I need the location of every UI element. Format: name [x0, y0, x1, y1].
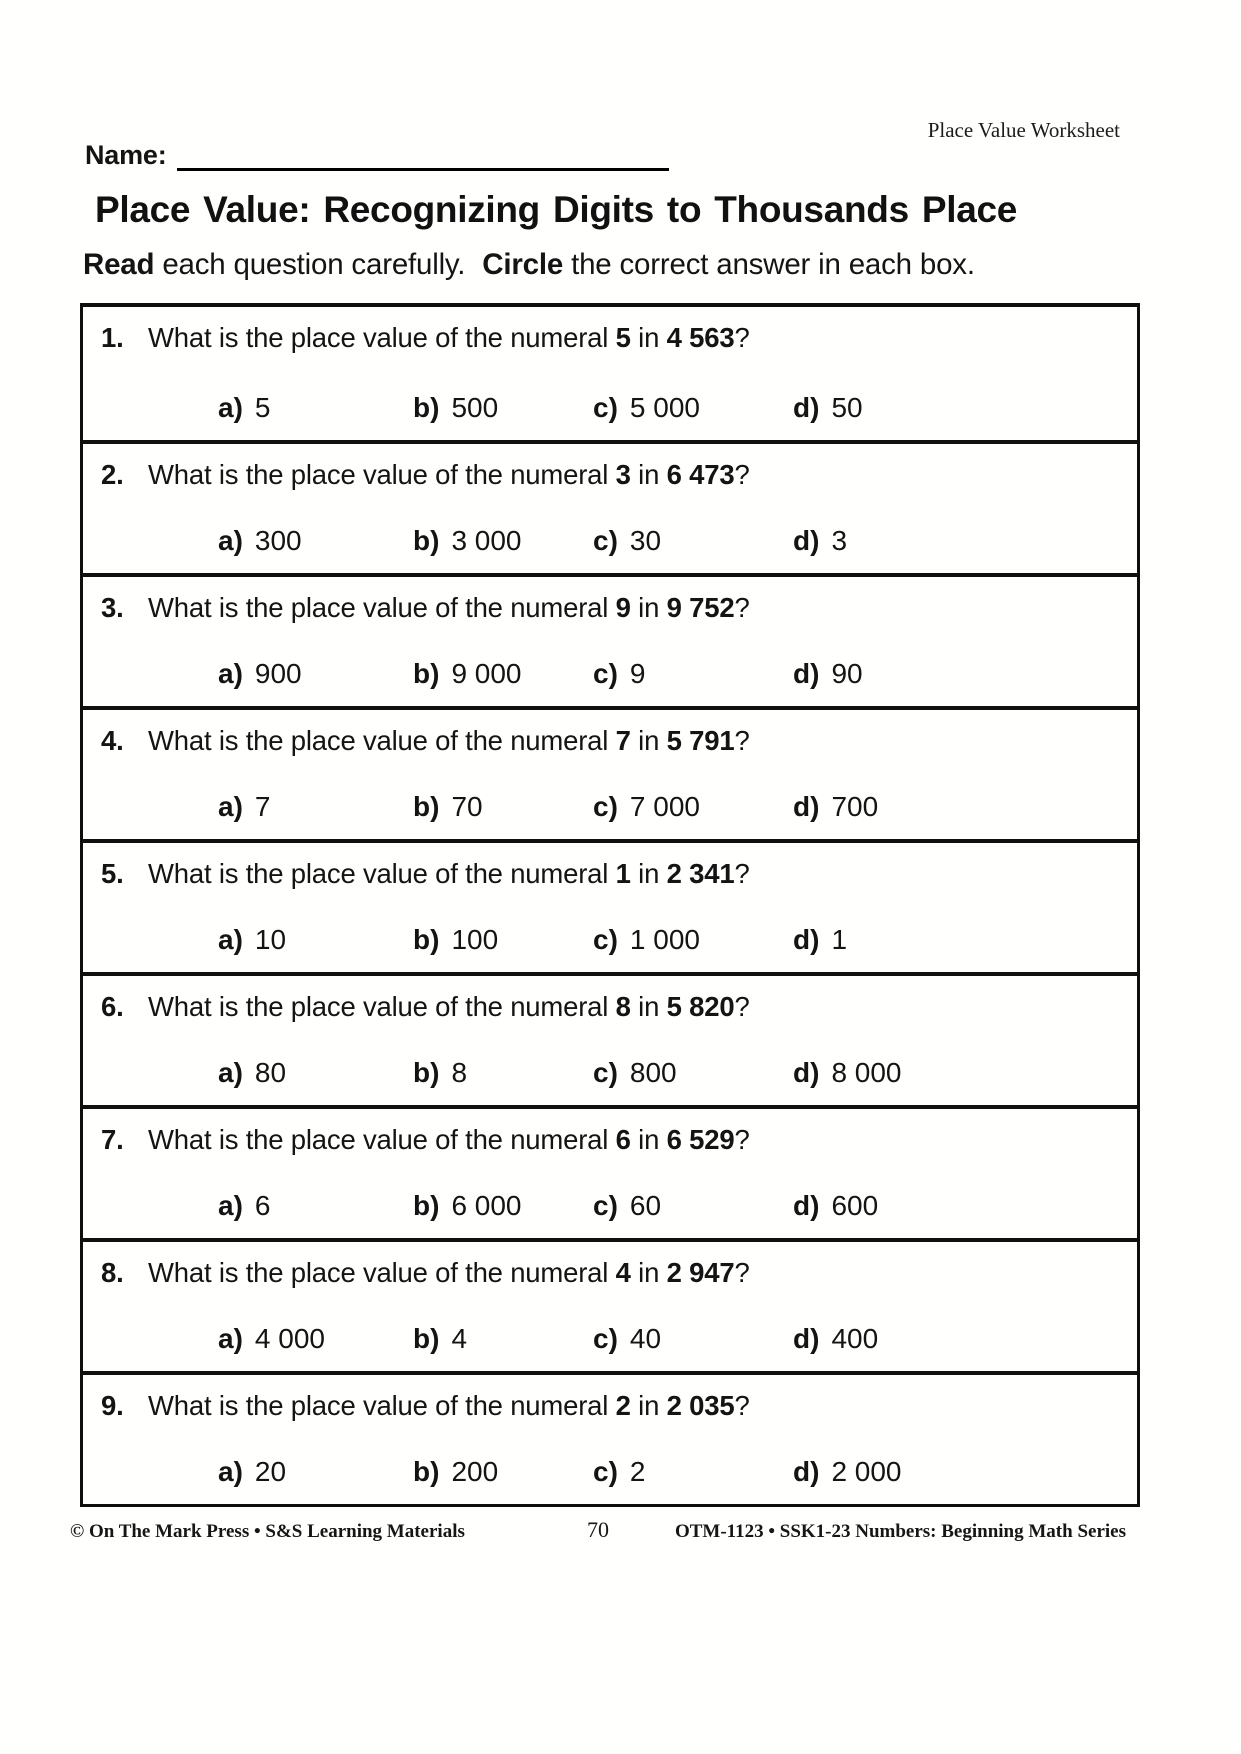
- option-a-value: 20: [254, 1455, 287, 1487]
- option-b: [413, 525, 593, 557]
- option-b: [413, 791, 593, 823]
- option-a: [218, 1456, 413, 1488]
- option-c-letter: c): [593, 923, 618, 955]
- question-digit: 1: [615, 857, 631, 889]
- option-d-letter: d): [793, 790, 820, 822]
- question-prefix: What is the place value of the numeral: [148, 1389, 616, 1421]
- option-c-letter: c): [593, 1455, 618, 1487]
- option-b-value: 100: [451, 923, 499, 955]
- option-b: [413, 1323, 593, 1355]
- options-row: [101, 1456, 1113, 1488]
- option-c-letter: c): [593, 790, 618, 822]
- question-digit: 4: [615, 1256, 631, 1288]
- options-row: [101, 1190, 1113, 1222]
- option-d-letter: d): [793, 1056, 820, 1088]
- option-a-letter: a): [218, 524, 243, 556]
- questions-table: [80, 303, 1140, 1507]
- question-digit: 8: [615, 990, 631, 1022]
- option-b-letter: b): [413, 1455, 440, 1487]
- option-b-value: 4: [451, 1322, 468, 1354]
- question-mark: ?: [734, 1256, 750, 1288]
- option-c-value: 800: [629, 1056, 677, 1088]
- options-row: [101, 791, 1113, 823]
- question-number: 9.: [101, 1389, 124, 1421]
- option-d-value: 3: [831, 524, 848, 556]
- question-numeral: 2 035: [666, 1389, 735, 1421]
- page-number: 70: [587, 1516, 609, 1542]
- question-in-word: in: [630, 990, 667, 1022]
- option-a-value: 4 000: [254, 1322, 325, 1354]
- question-number: 1.: [101, 321, 124, 353]
- question-text-line: [101, 1390, 1113, 1422]
- option-a: [218, 525, 413, 557]
- option-a-value: 80: [254, 1056, 287, 1088]
- question-numeral: 9 752: [666, 591, 735, 623]
- option-a: [218, 392, 413, 424]
- options-row: [101, 525, 1113, 557]
- option-a-letter: a): [218, 790, 243, 822]
- question-prefix: What is the place value of the numeral: [148, 1256, 616, 1288]
- options-row: [101, 924, 1113, 956]
- option-d: [793, 1057, 1113, 1089]
- question-row: [83, 839, 1137, 972]
- option-d: [793, 658, 1113, 690]
- option-d-letter: d): [793, 657, 820, 689]
- option-c: [593, 525, 793, 557]
- instructions: [83, 247, 1023, 283]
- option-a-value: 6: [254, 1189, 271, 1221]
- option-b-value: 500: [451, 391, 499, 423]
- option-c-value: 60: [629, 1189, 662, 1221]
- question-row: [83, 440, 1137, 573]
- question-number: 5.: [101, 857, 124, 889]
- option-b-letter: b): [413, 1322, 440, 1354]
- question-mark: ?: [734, 724, 750, 756]
- option-d-letter: d): [793, 923, 820, 955]
- question-text: [148, 322, 750, 354]
- option-a: [218, 1057, 413, 1089]
- question-number: 6.: [101, 990, 124, 1022]
- question-in-word: in: [630, 321, 667, 353]
- question-digit: 5: [615, 321, 631, 353]
- option-b-value: 6 000: [451, 1189, 522, 1221]
- option-a-value: 10: [254, 923, 287, 955]
- question-number: 7.: [101, 1123, 124, 1155]
- instruction-text-2: the correct answer in each box.: [563, 248, 975, 281]
- option-d-value: 2 000: [831, 1455, 902, 1487]
- question-text-line: [101, 725, 1113, 757]
- option-d: [793, 392, 1113, 424]
- option-a-value: 5: [254, 391, 271, 423]
- question-mark: ?: [734, 990, 750, 1022]
- option-a: [218, 791, 413, 823]
- question-row: [83, 1105, 1137, 1238]
- option-d-value: 8 000: [831, 1056, 902, 1088]
- question-prefix: What is the place value of the numeral: [148, 990, 616, 1022]
- question-digit: 3: [615, 458, 631, 490]
- question-text-line: [101, 459, 1113, 491]
- option-b-letter: b): [413, 524, 440, 556]
- question-mark: ?: [734, 458, 750, 490]
- option-d: [793, 1323, 1113, 1355]
- question-digit: 9: [615, 591, 631, 623]
- option-a-letter: a): [218, 1455, 243, 1487]
- option-b-value: 3 000: [451, 524, 522, 556]
- option-d-value: 400: [831, 1322, 879, 1354]
- options-row: [101, 658, 1113, 690]
- option-d: [793, 525, 1113, 557]
- option-d-value: 600: [831, 1189, 879, 1221]
- option-c-value: 30: [629, 524, 662, 556]
- option-c: [593, 1323, 793, 1355]
- question-text: [148, 592, 750, 624]
- question-row: [83, 972, 1137, 1105]
- option-d-value: 1: [831, 923, 848, 955]
- question-in-word: in: [630, 1256, 667, 1288]
- question-numeral: 2 947: [666, 1256, 735, 1288]
- option-c-value: 2: [629, 1455, 646, 1487]
- question-number: 2.: [101, 458, 124, 490]
- question-text: [148, 725, 750, 757]
- question-in-word: in: [630, 591, 667, 623]
- worksheet-type-label: Place Value Worksheet: [927, 118, 1120, 142]
- options-row: [101, 392, 1113, 424]
- option-a-letter: a): [218, 1189, 243, 1221]
- option-c: [593, 1190, 793, 1222]
- option-c: [593, 1456, 793, 1488]
- option-c-value: 1 000: [629, 923, 700, 955]
- question-text: [148, 991, 750, 1023]
- question-text-line: [101, 991, 1113, 1023]
- question-text-line: [101, 592, 1113, 624]
- question-mark: ?: [734, 321, 750, 353]
- option-a: [218, 924, 413, 956]
- option-a-letter: a): [218, 391, 243, 423]
- option-c-letter: c): [593, 524, 618, 556]
- instruction-circle-word: Circle: [482, 248, 564, 281]
- question-numeral: 6 473: [666, 458, 735, 490]
- question-prefix: What is the place value of the numeral: [148, 724, 616, 756]
- option-d-value: 90: [831, 657, 863, 689]
- options-row: [101, 1057, 1113, 1089]
- question-in-word: in: [630, 1123, 667, 1155]
- instruction-read-word: Read: [83, 248, 155, 281]
- question-in-word: in: [630, 857, 667, 889]
- option-d-letter: d): [793, 1322, 820, 1354]
- option-a-letter: a): [218, 923, 243, 955]
- question-text-line: [101, 1257, 1113, 1289]
- option-d: [793, 1456, 1113, 1488]
- option-c-letter: c): [593, 1189, 618, 1221]
- option-d-value: 50: [831, 391, 863, 423]
- option-b-value: 200: [451, 1455, 499, 1487]
- question-text-line: [101, 858, 1113, 890]
- question-text: [148, 858, 750, 890]
- option-a: [218, 1190, 413, 1222]
- option-c: [593, 392, 793, 424]
- question-numeral: 5 820: [666, 990, 735, 1022]
- option-b-letter: b): [413, 1056, 440, 1088]
- option-d: [793, 791, 1113, 823]
- option-a-value: 300: [254, 524, 302, 556]
- option-b: [413, 392, 593, 424]
- option-a-letter: a): [218, 1322, 243, 1354]
- question-prefix: What is the place value of the numeral: [148, 1123, 616, 1155]
- option-b-letter: b): [413, 657, 440, 689]
- question-text: [148, 459, 750, 491]
- option-b-letter: b): [413, 1189, 440, 1221]
- option-c: [593, 924, 793, 956]
- option-d-value: 700: [831, 790, 879, 822]
- question-prefix: What is the place value of the numeral: [148, 321, 616, 353]
- question-numeral: 2 341: [666, 857, 735, 889]
- option-b-value: 8: [451, 1056, 468, 1088]
- option-c-value: 7 000: [629, 790, 700, 822]
- series-code-text: OTM-1123 • SSK1-23 Numbers: Beginning Math Series: [674, 1520, 1126, 1542]
- question-prefix: What is the place value of the numeral: [148, 857, 616, 889]
- question-mark: ?: [734, 1389, 750, 1421]
- option-c-value: 9: [629, 657, 646, 689]
- question-in-word: in: [630, 458, 667, 490]
- option-d: [793, 924, 1113, 956]
- question-row: [83, 1238, 1137, 1371]
- name-row: [85, 140, 1241, 171]
- option-a: [218, 1323, 413, 1355]
- question-mark: ?: [734, 1123, 750, 1155]
- question-in-word: in: [630, 724, 667, 756]
- option-a: [218, 658, 413, 690]
- question-number: 3.: [101, 591, 124, 623]
- question-digit: 6: [615, 1123, 631, 1155]
- option-d-letter: d): [793, 1189, 820, 1221]
- option-a-value: 7: [254, 790, 271, 822]
- question-number: 8.: [101, 1256, 124, 1288]
- option-b: [413, 924, 593, 956]
- option-c: [593, 791, 793, 823]
- option-c: [593, 1057, 793, 1089]
- option-b-value: 9 000: [451, 657, 522, 689]
- option-d-letter: d): [793, 391, 820, 423]
- option-b: [413, 658, 593, 690]
- option-b-letter: b): [413, 391, 440, 423]
- option-d-letter: d): [793, 1455, 820, 1487]
- question-row: [83, 706, 1137, 839]
- question-prefix: What is the place value of the numeral: [148, 591, 616, 623]
- question-text: [148, 1257, 750, 1289]
- question-digit: 2: [615, 1389, 631, 1421]
- question-text-line: [101, 1124, 1113, 1156]
- question-row: [83, 573, 1137, 706]
- instruction-text-1: each question carefully.: [154, 248, 474, 281]
- question-mark: ?: [734, 591, 750, 623]
- page-title: Place Value: Recognizing Digits to Thousands Place: [95, 189, 1018, 230]
- question-digit: 7: [615, 724, 631, 756]
- option-b-letter: b): [413, 790, 440, 822]
- option-d: [793, 1190, 1113, 1222]
- question-mark: ?: [734, 857, 750, 889]
- name-label: Name:: [85, 140, 167, 170]
- option-c-value: 5 000: [629, 391, 700, 423]
- option-c-value: 40: [629, 1322, 662, 1354]
- question-prefix: What is the place value of the numeral: [148, 458, 616, 490]
- option-c-letter: c): [593, 1056, 618, 1088]
- page-footer: [70, 1517, 1126, 1543]
- question-text: [148, 1124, 750, 1156]
- option-a-letter: a): [218, 1056, 243, 1088]
- options-row: [101, 1323, 1113, 1355]
- copyright-text: © On The Mark Press • S&S Learning Materials: [70, 1520, 465, 1542]
- option-c-letter: c): [593, 391, 618, 423]
- question-numeral: 4 563: [666, 321, 735, 353]
- question-row: [83, 1371, 1137, 1504]
- option-b: [413, 1456, 593, 1488]
- name-blank-line: [177, 144, 669, 171]
- option-a-value: 900: [254, 657, 302, 689]
- question-row: [83, 307, 1137, 440]
- question-numeral: 6 529: [666, 1123, 735, 1155]
- question-text-line: [101, 322, 1113, 354]
- option-b-letter: b): [413, 923, 440, 955]
- question-number: 4.: [101, 724, 124, 756]
- option-d-letter: d): [793, 524, 820, 556]
- option-c-letter: c): [593, 1322, 618, 1354]
- option-b: [413, 1057, 593, 1089]
- option-c: [593, 658, 793, 690]
- option-c-letter: c): [593, 657, 618, 689]
- option-a-letter: a): [218, 657, 243, 689]
- question-text: [148, 1390, 750, 1422]
- question-numeral: 5 791: [666, 724, 735, 756]
- option-b: [413, 1190, 593, 1222]
- option-b-value: 70: [451, 790, 483, 822]
- question-in-word: in: [630, 1389, 667, 1421]
